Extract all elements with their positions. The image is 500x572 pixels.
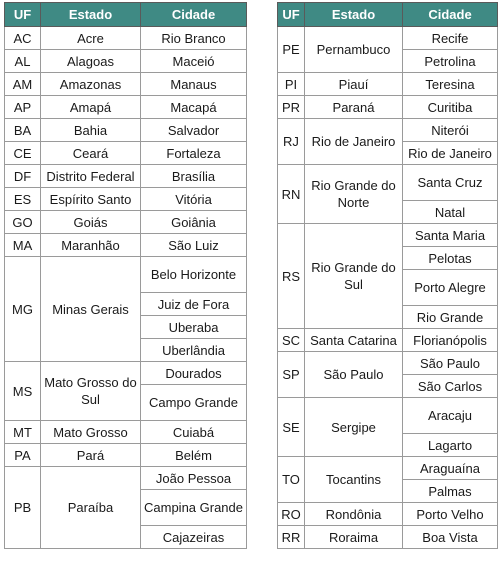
estado-cell: São Paulo xyxy=(305,352,403,398)
table-row xyxy=(278,526,498,549)
table-row xyxy=(5,467,247,490)
uf-cell: BA xyxy=(5,119,41,142)
header-estado: Estado xyxy=(41,3,141,27)
cidade-cell: Cuiabá xyxy=(141,421,247,444)
cidade-cell: Aracaju xyxy=(403,398,498,434)
cidade-cell: Araguaína xyxy=(403,457,498,480)
table-row xyxy=(5,444,247,467)
cidade-cell: Maceió xyxy=(141,50,247,73)
estado-cell: Paraná xyxy=(305,96,403,119)
table-row xyxy=(278,73,498,96)
uf-cell: AM xyxy=(5,73,41,96)
cidade-cell: Belém xyxy=(141,444,247,467)
table-row xyxy=(278,503,498,526)
estado-cell: Goiás xyxy=(41,211,141,234)
uf-cell: RR xyxy=(278,526,305,549)
uf-cell: RN xyxy=(278,165,305,224)
cidade-cell: São Luiz xyxy=(141,234,247,257)
estado-cell: Alagoas xyxy=(41,50,141,73)
uf-cell: SC xyxy=(278,329,305,352)
uf-cell: GO xyxy=(5,211,41,234)
cidade-cell: Belo Horizonte xyxy=(141,257,247,293)
cidade-cell: Florianópolis xyxy=(403,329,498,352)
uf-cell: PB xyxy=(5,467,41,549)
table-row xyxy=(278,352,498,375)
cidade-cell: Fortaleza xyxy=(141,142,247,165)
estado-cell: Rio Grande do Sul xyxy=(305,224,403,329)
table-row xyxy=(5,50,247,73)
estado-cell: Pernambuco xyxy=(305,27,403,73)
table-row xyxy=(278,119,498,142)
estado-cell: Amazonas xyxy=(41,73,141,96)
estado-cell: Distrito Federal xyxy=(41,165,141,188)
estado-cell: Maranhão xyxy=(41,234,141,257)
cidade-cell: Brasília xyxy=(141,165,247,188)
table-row xyxy=(278,329,498,352)
cidade-cell: Natal xyxy=(403,201,498,224)
cidade-cell: Porto Alegre xyxy=(403,270,498,306)
estado-cell: Acre xyxy=(41,27,141,50)
cidade-cell: São Paulo xyxy=(403,352,498,375)
cidade-cell: Salvador xyxy=(141,119,247,142)
table-row xyxy=(278,398,498,434)
table-row xyxy=(5,188,247,211)
cidade-cell: Macapá xyxy=(141,96,247,119)
table-row xyxy=(5,142,247,165)
header-cidade: Cidade xyxy=(403,3,498,27)
estado-cell: Sergipe xyxy=(305,398,403,457)
uf-cell: PR xyxy=(278,96,305,119)
table-row xyxy=(278,224,498,247)
table-row xyxy=(278,96,498,119)
cidade-cell: Santa Maria xyxy=(403,224,498,247)
table-row xyxy=(5,119,247,142)
cidade-cell: Pelotas xyxy=(403,247,498,270)
table-row xyxy=(5,234,247,257)
cidade-cell: Recife xyxy=(403,27,498,50)
states-table-left xyxy=(4,2,247,549)
cidade-cell: Uberlândia xyxy=(141,339,247,362)
states-table-right xyxy=(277,2,498,549)
cidade-cell: Niterói xyxy=(403,119,498,142)
cidade-cell: João Pessoa xyxy=(141,467,247,490)
cidade-cell: Dourados xyxy=(141,362,247,385)
uf-cell: MT xyxy=(5,421,41,444)
estado-cell: Bahia xyxy=(41,119,141,142)
table-row xyxy=(278,457,498,480)
cidade-cell: Campina Grande xyxy=(141,490,247,526)
estado-cell: Minas Gerais xyxy=(41,257,141,362)
estado-cell: Paraíba xyxy=(41,467,141,549)
cidade-cell: Lagarto xyxy=(403,434,498,457)
estado-cell: Pará xyxy=(41,444,141,467)
table-row xyxy=(5,73,247,96)
cidade-cell: Teresina xyxy=(403,73,498,96)
header-row xyxy=(5,3,247,27)
uf-cell: AL xyxy=(5,50,41,73)
estado-cell: Rondônia xyxy=(305,503,403,526)
cidade-cell: Rio Branco xyxy=(141,27,247,50)
uf-cell: PA xyxy=(5,444,41,467)
uf-cell: MG xyxy=(5,257,41,362)
table-row xyxy=(5,165,247,188)
cidade-cell: Rio de Janeiro xyxy=(403,142,498,165)
cidade-cell: Santa Cruz xyxy=(403,165,498,201)
table-row xyxy=(5,362,247,385)
uf-cell: AP xyxy=(5,96,41,119)
table-row xyxy=(5,421,247,444)
cidade-cell: Petrolina xyxy=(403,50,498,73)
uf-cell: AC xyxy=(5,27,41,50)
estado-cell: Mato Grosso do Sul xyxy=(41,362,141,421)
cidade-cell: Uberaba xyxy=(141,316,247,339)
uf-cell: SP xyxy=(278,352,305,398)
cidade-cell: Goiânia xyxy=(141,211,247,234)
uf-cell: ES xyxy=(5,188,41,211)
uf-cell: RS xyxy=(278,224,305,329)
uf-cell: PI xyxy=(278,73,305,96)
cidade-cell: São Carlos xyxy=(403,375,498,398)
estado-cell: Roraima xyxy=(305,526,403,549)
cidade-cell: Curitiba xyxy=(403,96,498,119)
header-cidade: Cidade xyxy=(141,3,247,27)
uf-cell: RO xyxy=(278,503,305,526)
cidade-cell: Juiz de Fora xyxy=(141,293,247,316)
header-row xyxy=(278,3,498,27)
uf-cell: MA xyxy=(5,234,41,257)
cidade-cell: Palmas xyxy=(403,480,498,503)
cidade-cell: Manaus xyxy=(141,73,247,96)
uf-cell: RJ xyxy=(278,119,305,165)
uf-cell: TO xyxy=(278,457,305,503)
estado-cell: Santa Catarina xyxy=(305,329,403,352)
estado-cell: Tocantins xyxy=(305,457,403,503)
table-row xyxy=(5,96,247,119)
uf-cell: PE xyxy=(278,27,305,73)
uf-cell: SE xyxy=(278,398,305,457)
estado-cell: Espírito Santo xyxy=(41,188,141,211)
cidade-cell: Rio Grande xyxy=(403,306,498,329)
uf-cell: CE xyxy=(5,142,41,165)
table-row xyxy=(278,27,498,50)
header-estado: Estado xyxy=(305,3,403,27)
cidade-cell: Campo Grande xyxy=(141,385,247,421)
table-row xyxy=(5,27,247,50)
uf-cell: MS xyxy=(5,362,41,421)
cidade-cell: Boa Vista xyxy=(403,526,498,549)
cidade-cell: Cajazeiras xyxy=(141,526,247,549)
uf-cell: DF xyxy=(5,165,41,188)
estado-cell: Mato Grosso xyxy=(41,421,141,444)
header-uf: UF xyxy=(5,3,41,27)
estado-cell: Ceará xyxy=(41,142,141,165)
cidade-cell: Porto Velho xyxy=(403,503,498,526)
estado-cell: Piauí xyxy=(305,73,403,96)
estado-cell: Rio Grande do Norte xyxy=(305,165,403,224)
table-row xyxy=(5,257,247,293)
table-row xyxy=(278,165,498,201)
estado-cell: Amapá xyxy=(41,96,141,119)
header-uf: UF xyxy=(278,3,305,27)
cidade-cell: Vitória xyxy=(141,188,247,211)
table-row xyxy=(5,211,247,234)
estado-cell: Rio de Janeiro xyxy=(305,119,403,165)
